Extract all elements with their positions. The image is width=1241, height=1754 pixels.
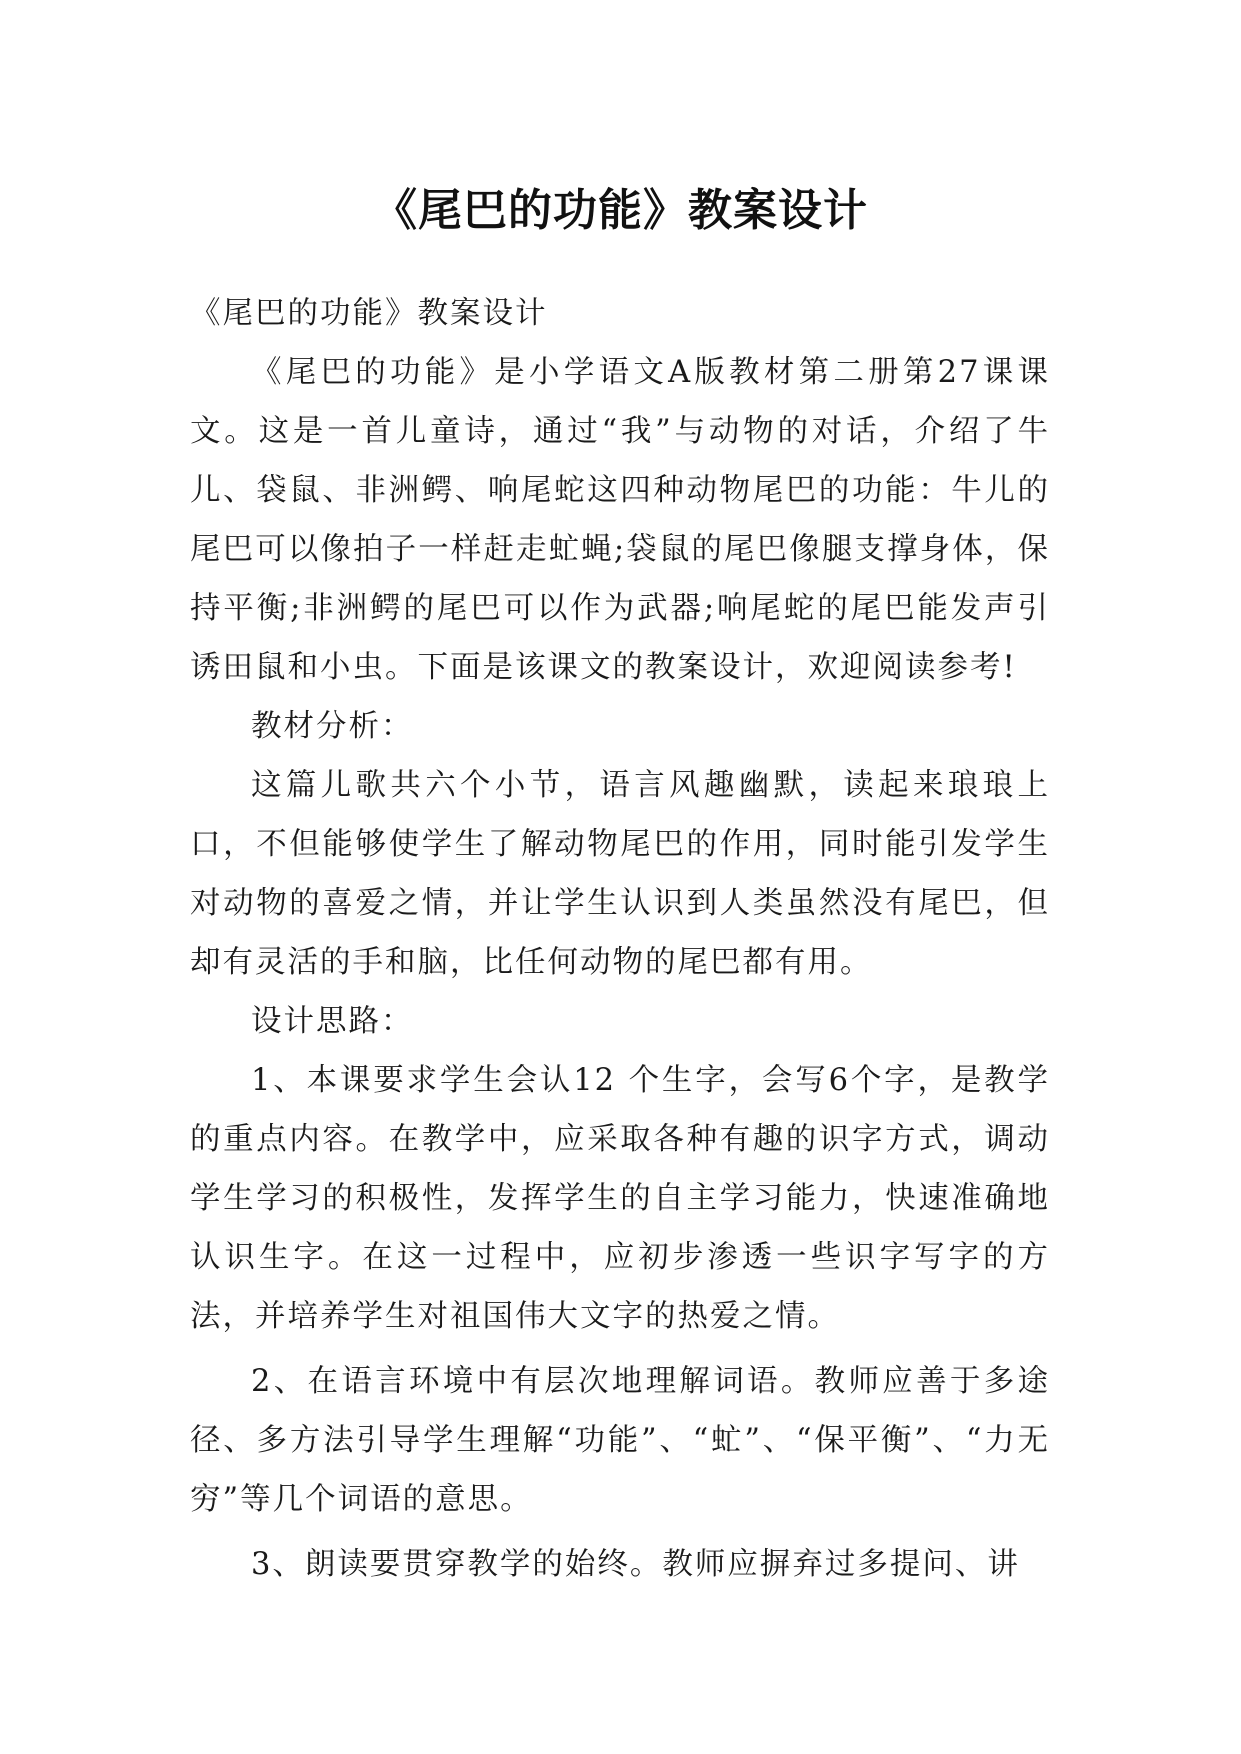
paragraph-design-point-1: 1、本课要求学生会认12 个生字，会写6个字，是教学的重点内容。在教学中，应采取各种有趣的识字方式，调动学生学习的积极性，发挥学生的自主学习能力，快速准确地认识生字。在这一过程中，应初步渗透一些识字写字的方法，并培养学生对祖国伟大文字的热爱之情。 — [190, 1063, 1050, 1334]
paragraph-material-analysis: 这篇儿歌共六个小节，语言风趣幽默，读起来琅琅上口，不但能够使学生了解动物尾巴的作用，同时能引发学生对动物的喜爱之情，并让学生认识到人类虽然没有尾巴，但却有灵活的手和脑，比任何动物的尾巴都有用。 — [190, 768, 1050, 980]
paragraph-design-point-3: 3、朗读要贯穿教学的始终。教师应摒弃过多提问、讲 — [251, 1547, 1020, 1582]
heading-material-analysis: 教材分析： — [251, 709, 414, 744]
paragraph-intro: 《尾巴的功能》是小学语文A版教材第二册第27课课文。这是一首儿童诗，通过“我”与动物的对话，介绍了牛儿、袋鼠、非洲鳄、响尾蛇这四种动物尾巴的功能：牛儿的尾巴可以像拍子一样赶走虻蝇;袋鼠的尾巴像腿支撑身体，保持平衡;非洲鳄的尾巴可以作为武器;响尾蛇的尾巴能发声引诱田鼠和小虫。下面是该课文的教案设计，欢迎阅读参考! — [190, 355, 1050, 685]
document-title: 《尾巴的功能》教案设计 — [373, 185, 868, 237]
heading-design-ideas: 设计思路： — [251, 1004, 414, 1039]
document-body — [190, 284, 1050, 1594]
paragraph-subtitle: 《尾巴的功能》教案设计 — [190, 296, 548, 331]
paragraph-design-point-2: 2、在语言环境中有层次地理解词语。教师应善于多途径、多方法引导学生理解“功能”、“虻”、“保平衡”、“力无穷”等几个词语的意思。 — [190, 1364, 1050, 1517]
